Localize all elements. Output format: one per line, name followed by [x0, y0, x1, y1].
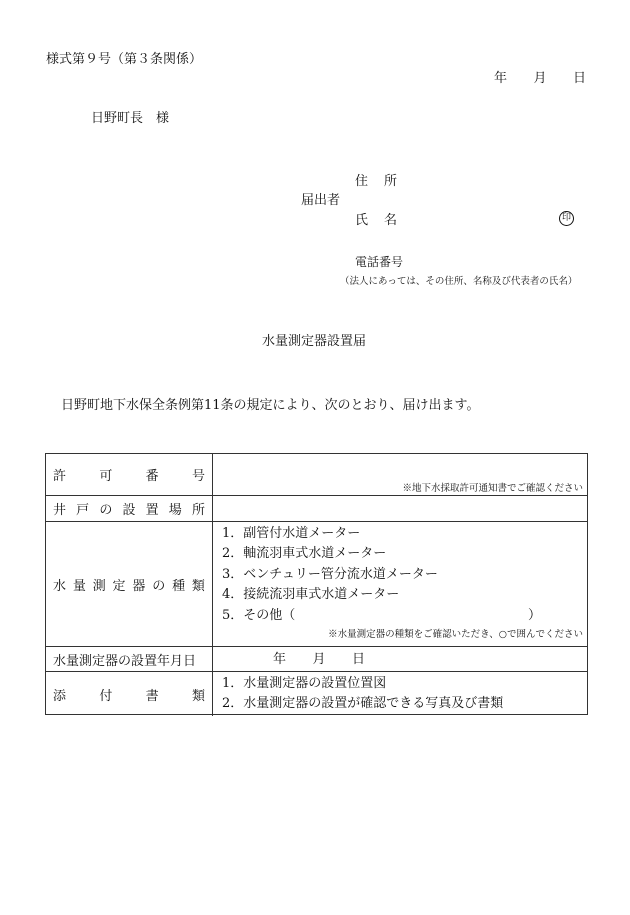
attachment-item: 1．水量測定器の設置位置図 — [222, 676, 387, 691]
other-close-paren: ） — [528, 608, 542, 623]
label-char: 添 — [53, 688, 67, 704]
address-label-char: 住 — [355, 174, 369, 189]
well-location-label — [46, 496, 213, 521]
attachments-label — [46, 672, 213, 716]
addressee: 日野町長 様 — [91, 111, 170, 126]
attachments-list — [213, 672, 587, 716]
permit-number-field[interactable] — [213, 454, 587, 495]
address-label-char: 所 — [383, 174, 397, 189]
label-char: 号 — [191, 469, 205, 484]
meter-type-option[interactable]: 3．ベンチュリー管分流水道メーター — [222, 567, 438, 582]
install-date — [273, 652, 365, 668]
label-char: 可 — [99, 469, 113, 484]
meter-type-options — [213, 522, 587, 646]
table-row-well-location — [46, 496, 587, 522]
label-char: 量 — [72, 578, 86, 594]
date-day-label: 日 — [572, 71, 586, 86]
seal-mark: 印 — [559, 211, 574, 226]
install-date-label: 水量測定器の設置年月日 — [46, 647, 213, 671]
label-char: 類 — [191, 578, 205, 594]
label-char: 井 — [53, 503, 67, 518]
label-char: 定 — [112, 578, 126, 594]
permit-number-label — [46, 454, 213, 495]
label-char: 置 — [145, 503, 159, 518]
label-char: の — [99, 503, 113, 518]
form-table — [45, 453, 588, 715]
install-month-label: 月 — [312, 652, 326, 667]
permit-note: ※地下水採取許可通知書でご確認ください — [402, 483, 583, 494]
address-label — [355, 174, 397, 190]
label-char: 器 — [132, 578, 146, 594]
attachment-item: 2．水量測定器の設置が確認できる写真及び書類 — [222, 696, 504, 711]
label-char: の — [152, 578, 166, 594]
label-char: 類 — [191, 688, 205, 704]
install-day-label: 日 — [351, 652, 365, 667]
intro-text: 日野町地下水保全条例第11条の規定により、次のとおり、届け出ます。 — [61, 398, 480, 413]
table-row-attachments — [46, 672, 587, 716]
phone-label: 電話番号 — [355, 255, 404, 269]
label-char: 付 — [99, 688, 113, 704]
label-char: 所 — [191, 503, 205, 518]
label-char: 書 — [145, 688, 159, 704]
label-char: 許 — [53, 469, 67, 484]
table-row-install-date — [46, 647, 587, 672]
submission-date — [494, 71, 586, 87]
document-title: 水量測定器設置届 — [262, 334, 367, 349]
name-label-char: 名 — [383, 213, 397, 228]
meter-type-label — [46, 522, 213, 646]
label-char: 番 — [145, 469, 159, 484]
meter-type-option[interactable]: 4．接続流羽車式水道メーター — [222, 587, 400, 602]
label-char: 設 — [122, 503, 136, 518]
date-month-label: 月 — [533, 71, 547, 86]
label-char: 測 — [92, 578, 106, 594]
corporate-note: （法人にあっては、その住所、名称及び代表者の氏名） — [340, 276, 578, 287]
form-number: 様式第９号（第３条関係） — [46, 52, 203, 67]
table-row-permit-number — [46, 454, 587, 496]
table-row-meter-type — [46, 522, 587, 647]
label-char: 水 — [53, 578, 67, 594]
well-location-field[interactable] — [213, 496, 587, 521]
label-char: 場 — [168, 503, 182, 518]
label-char: 戸 — [76, 503, 90, 518]
name-label — [355, 213, 397, 229]
install-year-label: 年 — [273, 652, 287, 667]
name-label-char: 氏 — [355, 213, 369, 228]
notifier-label: 届出者 — [301, 193, 341, 208]
meter-type-note: ※水量測定器の種類をご確認いただき、○で囲んでください — [328, 629, 583, 640]
meter-type-option[interactable]: 1．副管付水道メーター — [222, 526, 361, 541]
date-year-label: 年 — [494, 71, 508, 86]
meter-type-option[interactable]: 2．軸流羽車式水道メーター — [222, 546, 387, 561]
install-date-field[interactable] — [213, 647, 587, 671]
meter-type-option-other[interactable]: 5．その他（ — [222, 608, 296, 623]
label-char: 種 — [172, 578, 186, 594]
